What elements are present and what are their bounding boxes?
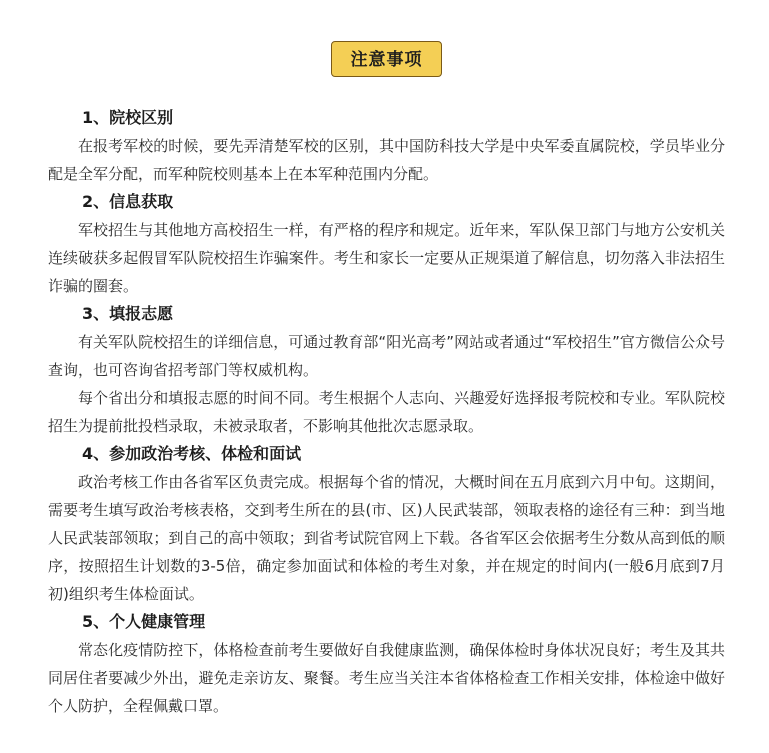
section-4: [48, 440, 725, 608]
section-1: [48, 104, 725, 188]
section-paragraph: 军校招生与其他地方高校招生一样，有严格的程序和规定。近年来，军队保卫部门与地方公安机关连续破获多起假冒军队院校招生诈骗案件。考生和家长一定要从正规渠道了解信息，切勿落入非法招生诈骗的圈套。: [48, 221, 725, 295]
page-title: 注意事项: [331, 41, 442, 77]
section-heading-application: 3、填报志愿: [82, 304, 174, 323]
section-heading-exam-check: 4、参加政治考核、体检和面试: [82, 444, 302, 463]
section-3: [48, 300, 725, 440]
section-paragraph: 在报考军校的时候，要先弄清楚军校的区别，其中国防科技大学是中央军委直属院校，学员毕业分配是全军分配，而军种院校则基本上在本军种范围内分配。: [48, 137, 725, 183]
section-paragraph: 政治考核工作由各省军区负责完成。根据每个省的情况，大概时间在五月底到六月中旬。这期间，需要考生填写政治考核表格，交到考生所在的县(市、区)人民武装部，领取表格的途径有三种：到当地人民武装部领取；到自己的高中领取；到省考试院官网上下载。各省军区会依据考生分数从高到低的顺序，按照招生计划数的3-5倍，确定参加面试和体检的考生对象，并在规定的时间内(一般6月底到7月初)组织考生体检面试。: [48, 473, 725, 603]
section-heading-information: 2、信息获取: [82, 192, 174, 211]
section-paragraph: 每个省出分和填报志愿的时间不同。考生根据个人志向、兴趣爱好选择报考院校和专业。军队院校招生为提前批投档录取，未被录取者，不影响其他批次志愿录取。: [48, 389, 725, 435]
title-container: [48, 41, 725, 77]
section-2: [48, 188, 725, 300]
section-heading-health: 5、个人健康管理: [82, 612, 206, 631]
section-5: [48, 608, 725, 720]
section-paragraph: 常态化疫情防控下，体格检查前考生要做好自我健康监测，确保体检时身体状况良好；考生及其共同居住者要减少外出，避免走亲访友、聚餐。考生应当关注本省体格检查工作相关安排，体检途中做好个人防护，全程佩戴口罩。: [48, 641, 725, 715]
section-paragraph: 有关军队院校招生的详细信息，可通过教育部“阳光高考”网站或者通过“军校招生”官方微信公众号查询，也可咨询省招考部门等权威机构。: [48, 333, 725, 379]
section-heading-school-difference: 1、院校区别: [82, 108, 174, 127]
